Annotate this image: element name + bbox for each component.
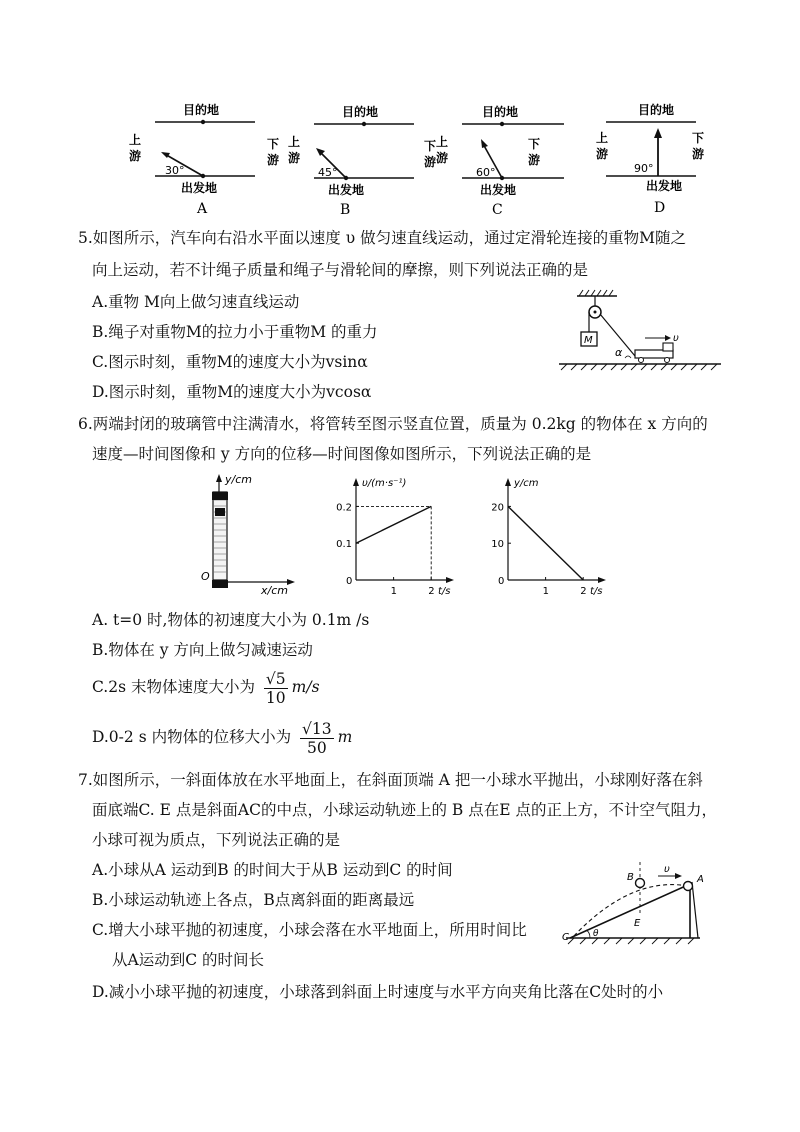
point-c-label: C [562,932,569,943]
upstream-label: 上 [596,131,609,145]
origin-label: O [201,570,210,583]
x-tick-label: 1 [542,586,549,597]
start-label: 出发地 [328,183,365,197]
q6-stem-line1: 6.两端封闭的玻璃管中注满清水，将管转至图示竖直位置，质量为 0.2kg 的物体在 x 方向的 [78,415,708,433]
figure-a [125,96,285,218]
svg-text:游: 游 [436,151,449,165]
y-tick-label: 0.1 [336,539,352,551]
x-tick-label: 1 [390,586,397,597]
svg-text:M: M [584,335,593,346]
series-line [356,506,431,543]
x-axis-arrow [598,577,606,583]
q6-stem-line2: 速度—时间图像和 y 方向的位移—时间图像如图所示，下列说法正确的是 [92,445,592,463]
angle-label: 30° [165,164,185,177]
svg-text:游: 游 [596,147,609,161]
y-tick-label: 10 [491,539,504,551]
q5-stem-line1: 5.如图所示，汽车向右沿水平面以速度 υ 做匀速直线运动，通过定滑轮连接的重物M随之 [78,229,686,247]
q5-pulley-figure [555,288,725,380]
x-axis-arrow [446,577,454,583]
point-a-label: A [697,874,704,885]
y-axis-label: υ/(m·s⁻¹) [362,478,407,489]
fraction-d: $\frac{√13}{50}$ [302,719,332,757]
start-label: 出发地 [646,179,683,193]
v-label: υ [664,864,670,875]
svg-text:游: 游 [528,153,541,167]
svg-text:游: 游 [288,151,301,165]
x-tick-label: 2 [428,586,435,597]
x-axis-label: x/cm [261,584,288,597]
q5-stem-line2: 向上运动，若不计绳子质量和绳子与滑轮间的摩擦，则下列说法正确的是 [92,261,589,279]
x-axis-label: t/s [438,586,451,597]
velocity-label: υ [673,333,679,344]
y-tick-label: 0.2 [336,502,352,514]
ball-b [636,879,645,888]
q6-option-a: A. t=0 时,物体的初速度大小为 0.1m /s [92,611,370,629]
ball-a [684,882,693,891]
y-tick-label: 20 [491,502,504,514]
q5-option-c: C.图示时刻，重物M的速度大小为vsinα [92,353,368,371]
object-block [215,508,225,516]
q7-option-a: A.小球从A 运动到B 的时间大于从B 运动到C 的时间 [92,861,453,879]
svg-text:游: 游 [267,153,280,167]
q6-tube-figure [195,470,305,600]
origin-label: 0 [346,576,353,587]
y-axis-label: y/cm [514,478,539,489]
q7-option-c-cont: 从A运动到C 的时间长 [112,951,264,969]
q7-option-d: D.减小小球平抛的初速度，小球落到斜面上时速度与水平方向夹角比落在C处时的小 [92,983,664,1001]
figure-d [592,96,722,218]
q6-displacement-time-chart [482,476,612,602]
downstream-label: 下 [692,131,705,145]
point-b-label: B [627,872,634,883]
q5-option-a: A.重物 M向上做匀速直线运动 [92,293,300,311]
angle-label: 60° [476,166,496,179]
q7-stem-line3: 小球可视为质点，下列说法正确的是 [92,831,341,849]
destination-label: 目的地 [342,105,379,119]
destination-label: 目的地 [183,103,220,117]
downstream-label: 下 [267,137,280,151]
x-tick-label: 2 [580,586,587,597]
x-axis-label: t/s [590,586,603,597]
option-letter: D [654,200,666,216]
q6-option-b: B.物体在 y 方向上做匀减速运动 [92,641,313,659]
svg-text:游: 游 [424,155,437,169]
upstream-label: 上 [288,135,301,149]
q6-option-d: D.0-2 s 内物体的位移大小为 $\frac{√13}{50}$ m [92,719,353,757]
fraction-c: $\frac{√5}{10}$ [265,669,286,707]
y-axis-arrow [505,478,511,486]
point-e-label: E [634,918,641,929]
top-figures [0,0,800,220]
origin-label: 0 [498,576,505,587]
q7-stem-line1: 7.如图所示，一斜面体放在水平地面上，在斜面顶端 A 把一小球水平抛出，小球刚好落在斜 [78,771,703,789]
downstream-label: 下 [424,139,437,153]
start-label: 出发地 [480,183,517,197]
q5-option-d: D.图示时刻，重物M的速度大小为vcosα [92,383,372,401]
figure-c [432,96,592,218]
upstream-label: 上 [436,135,449,149]
y-axis-label: y/cm [225,473,252,486]
q7-option-b: B.小球运动轨迹上各点，B点离斜面的距离最远 [92,891,415,909]
q7-incline-figure [560,858,720,950]
series-line [508,506,583,580]
y-axis-arrow [353,478,359,486]
option-letter: A [197,201,208,217]
q6-option-c: C.2s 末物体速度大小为 $\frac{√5}{10}$ m/s [92,669,320,707]
figure-b [284,96,444,218]
downstream-label: 下 [528,137,541,151]
theta-label: θ [593,929,599,939]
svg-text:游: 游 [692,147,705,161]
upstream-label: 上 [129,133,142,147]
svg-text:游: 游 [129,149,142,163]
destination-label: 目的地 [638,103,675,117]
destination-label: 目的地 [482,105,519,119]
q6-velocity-time-chart [330,476,460,602]
option-letter: B [340,202,351,218]
option-letter: C [492,202,503,218]
angle-label: 90° [634,162,654,175]
alpha-label: α [615,346,623,359]
angle-label: 45° [318,166,338,179]
q7-stem-line2: 面底端C. E 点是斜面AC的中点，小球运动轨迹上的 B 点在E 点的正上方，不计空气阻力， [92,801,717,819]
q7-option-c: C.增大小球平抛的初速度，小球会落在水平地面上，所用时间比 [92,921,527,939]
start-label: 出发地 [181,181,218,195]
q5-option-b: B.绳子对重物M的拉力小于重物M 的重力 [92,323,378,341]
